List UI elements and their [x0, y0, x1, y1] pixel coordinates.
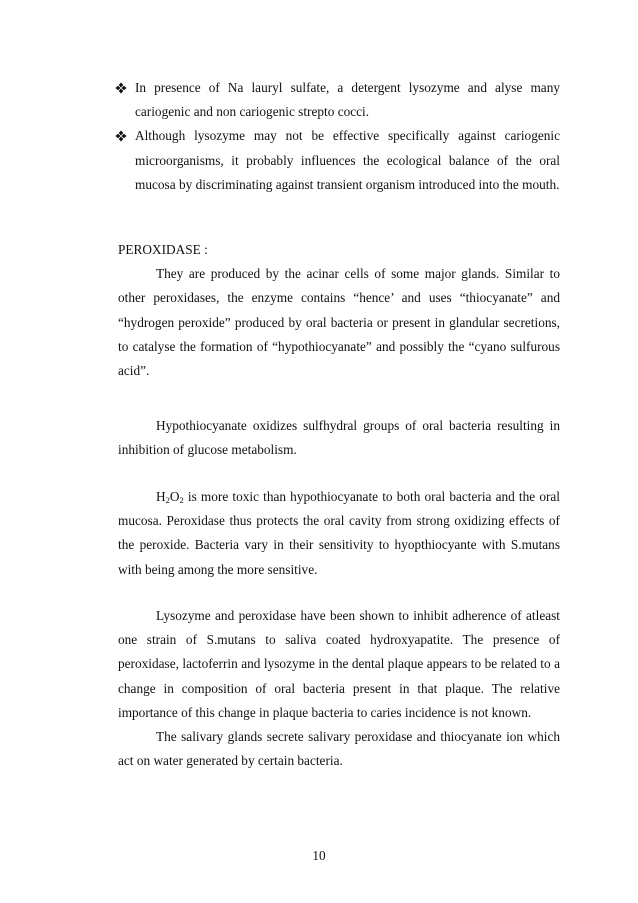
formula-subscript: 2	[179, 495, 184, 505]
paragraph-text: is more toxic than hypothiocyanate to both oral bacteria and the oral mucosa. Peroxidase thus protects the oral cavity from strong oxidizing effects of the peroxide. Bacteria vary in their sensitivity to hyopthiocyante with S.mutans with being among the more sensitive.	[118, 489, 560, 577]
bullet-item	[118, 124, 560, 197]
page-number: 10	[312, 848, 326, 863]
paragraph: They are produced by the acinar cells of some major glands. Similar to other peroxidases, the enzyme contains “hence’ and uses “thiocyanate” and “hydrogen peroxide” produced by oral bacteria or present in glandular secretions, to catalyse the formation of “hypothiocyanate” and possibly the “cyano sulfurous acid”.	[118, 266, 560, 379]
four-diamond-bullet-icon	[115, 130, 127, 142]
bullet-text: In presence of Na lauryl sulfate, a detergent lysozyme and alyse many cariogenic and non cariogenic strepto cocci.	[135, 80, 560, 120]
formula-subscript: 2	[165, 495, 170, 505]
paragraph-block	[118, 604, 560, 773]
paragraph-block	[118, 414, 560, 462]
paragraph-block	[118, 485, 560, 582]
bullet-text: Although lysozyme may not be effective specifically against cariogenic microorganisms, it probably influences the ecological balance of the oral mucosa by discriminating against transient organism introduced into the mouth.	[135, 128, 560, 192]
section-peroxidase	[118, 238, 560, 383]
formula-o: O	[169, 489, 180, 504]
paragraph: Hypothiocyanate oxidizes sulfhydral groups of oral bacteria resulting in inhibition of glucose metabolism.	[118, 418, 560, 458]
formula-h: H	[156, 489, 166, 504]
paragraph: Lysozyme and peroxidase have been shown to inhibit adherence of atleast one strain of S.mutans to saliva coated hydroxyapatite. The presence of peroxidase, lactoferrin and lysozyme in the dental plaque appears to be related to a change in composition of oral bacteria present in that plaque. The relative importance of this change in plaque bacteria to caries incidence is not known.	[118, 608, 560, 720]
four-diamond-bullet-icon	[115, 82, 127, 94]
bullet-list	[118, 76, 560, 197]
paragraph	[118, 485, 560, 582]
section-heading: PEROXIDASE :	[118, 242, 208, 257]
bullet-item	[118, 76, 560, 124]
paragraph: The salivary glands secrete salivary peroxidase and thiocyanate ion which act on water generated by certain bacteria.	[118, 729, 560, 769]
